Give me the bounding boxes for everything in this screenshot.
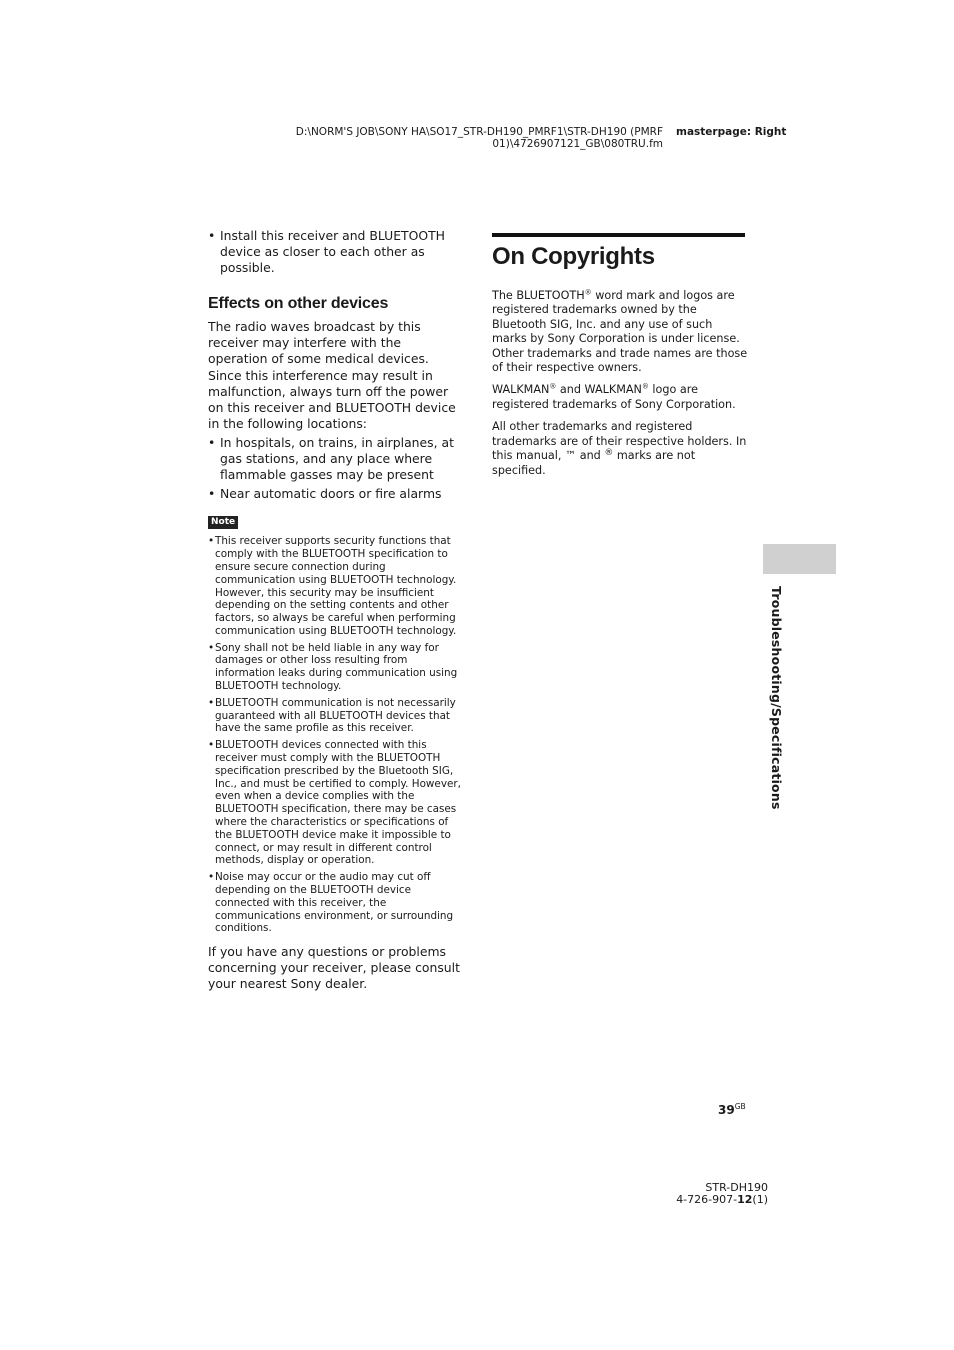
left-column: [208, 228, 463, 993]
section-tab-label: Troubleshooting/Specifications: [769, 586, 784, 810]
note-item: • Noise may occur or the audio may cut off depending on the BLUETOOTH device connected with this receiver, the communications environment, or surrounding conditions.: [208, 871, 463, 935]
intro-bullet: • Install this receiver and BLUETOOTH device as closer to each other as possible.: [208, 228, 463, 276]
bluetooth-trademark-paragraph: The BLUETOOTH® word mark and logos are registered trademarks owned by the Bluetooth SIG, Inc. and any use of such marks by Sony Corporation is under license. Other trademarks and trade names are those of their respective owners.: [492, 288, 748, 375]
location-item: • In hospitals, on trains, in airplanes, at gas stations, and any place where flammable gasses may be present: [208, 435, 463, 483]
walkman-trademark-paragraph: WALKMAN® and WALKMAN® logo are registered trademarks of Sony Corporation.: [492, 382, 736, 411]
location-item: • Near automatic doors or fire alarms: [208, 486, 463, 502]
section-body: The radio waves broadcast by this receiver may interfere with the operation of some medical devices. Since this interference may result in malfunction, always turn off the power on this receiver and BLUETOOTH device in the following locations:: [208, 319, 456, 431]
model-info: [660, 1182, 768, 1206]
note-item: • BLUETOOTH communication is not necessarily guaranteed with all BLUETOOTH devices that have the same profile as this receiver.: [208, 697, 463, 735]
right-column: [492, 233, 748, 487]
page-number: $39^{GB}$: [718, 1102, 746, 1117]
note-item: • This receiver supports security functions that comply with the BLUETOOTH specification to ensure secure connection during communication using BLUETOOTH technology. However, this security may be insufficient depending on the setting contents and other factors, so always be careful when performing communication using BLUETOOTH technology.: [208, 535, 463, 637]
masterpage-label: masterpage: Right: [676, 126, 787, 138]
model-name: STR-DH190: [705, 1181, 768, 1194]
part-number: 4-726-907-12(1): [676, 1193, 768, 1206]
other-trademarks-paragraph: All other trademarks and registered trademarks are of their respective holders. In this manual, ™ and ® marks are not specified.: [492, 420, 747, 478]
file-path-header: [260, 126, 663, 150]
note-list: [208, 535, 463, 935]
copyrights-title: On Copyrights: [492, 243, 655, 270]
note-badge: Note: [208, 516, 238, 529]
section-tab-marker: [763, 544, 836, 574]
note-item: • Sony shall not be held liable in any way for damages or other loss resulting from information leaks during communication using BLUETOOTH technology.: [208, 642, 463, 693]
note-item: • BLUETOOTH devices connected with this receiver must comply with the BLUETOOTH specification prescribed by the Bluetooth SIG, Inc., and must be certified to comply. However, even when a device complies with the BLUETOOTH specification, there may be cases where the characteristics or specifications of the BLUETOOTH device make it impossible to connect, or may result in different control methods, display or operation.: [208, 739, 463, 867]
heading-rule: [492, 233, 745, 237]
file-path-line-1: D:\NORM'S JOB\SONY HA\SO17_STR-DH190_PMRF1\STR-DH190 (PMRF: [295, 126, 663, 138]
section-title: Effects on other devices: [208, 295, 389, 313]
closing-paragraph: If you have any questions or problems concerning your receiver, please consult your nearest Sony dealer.: [208, 944, 460, 992]
file-path-line-2: 01)\4726907121_GB\080TRU.fm: [492, 138, 663, 150]
